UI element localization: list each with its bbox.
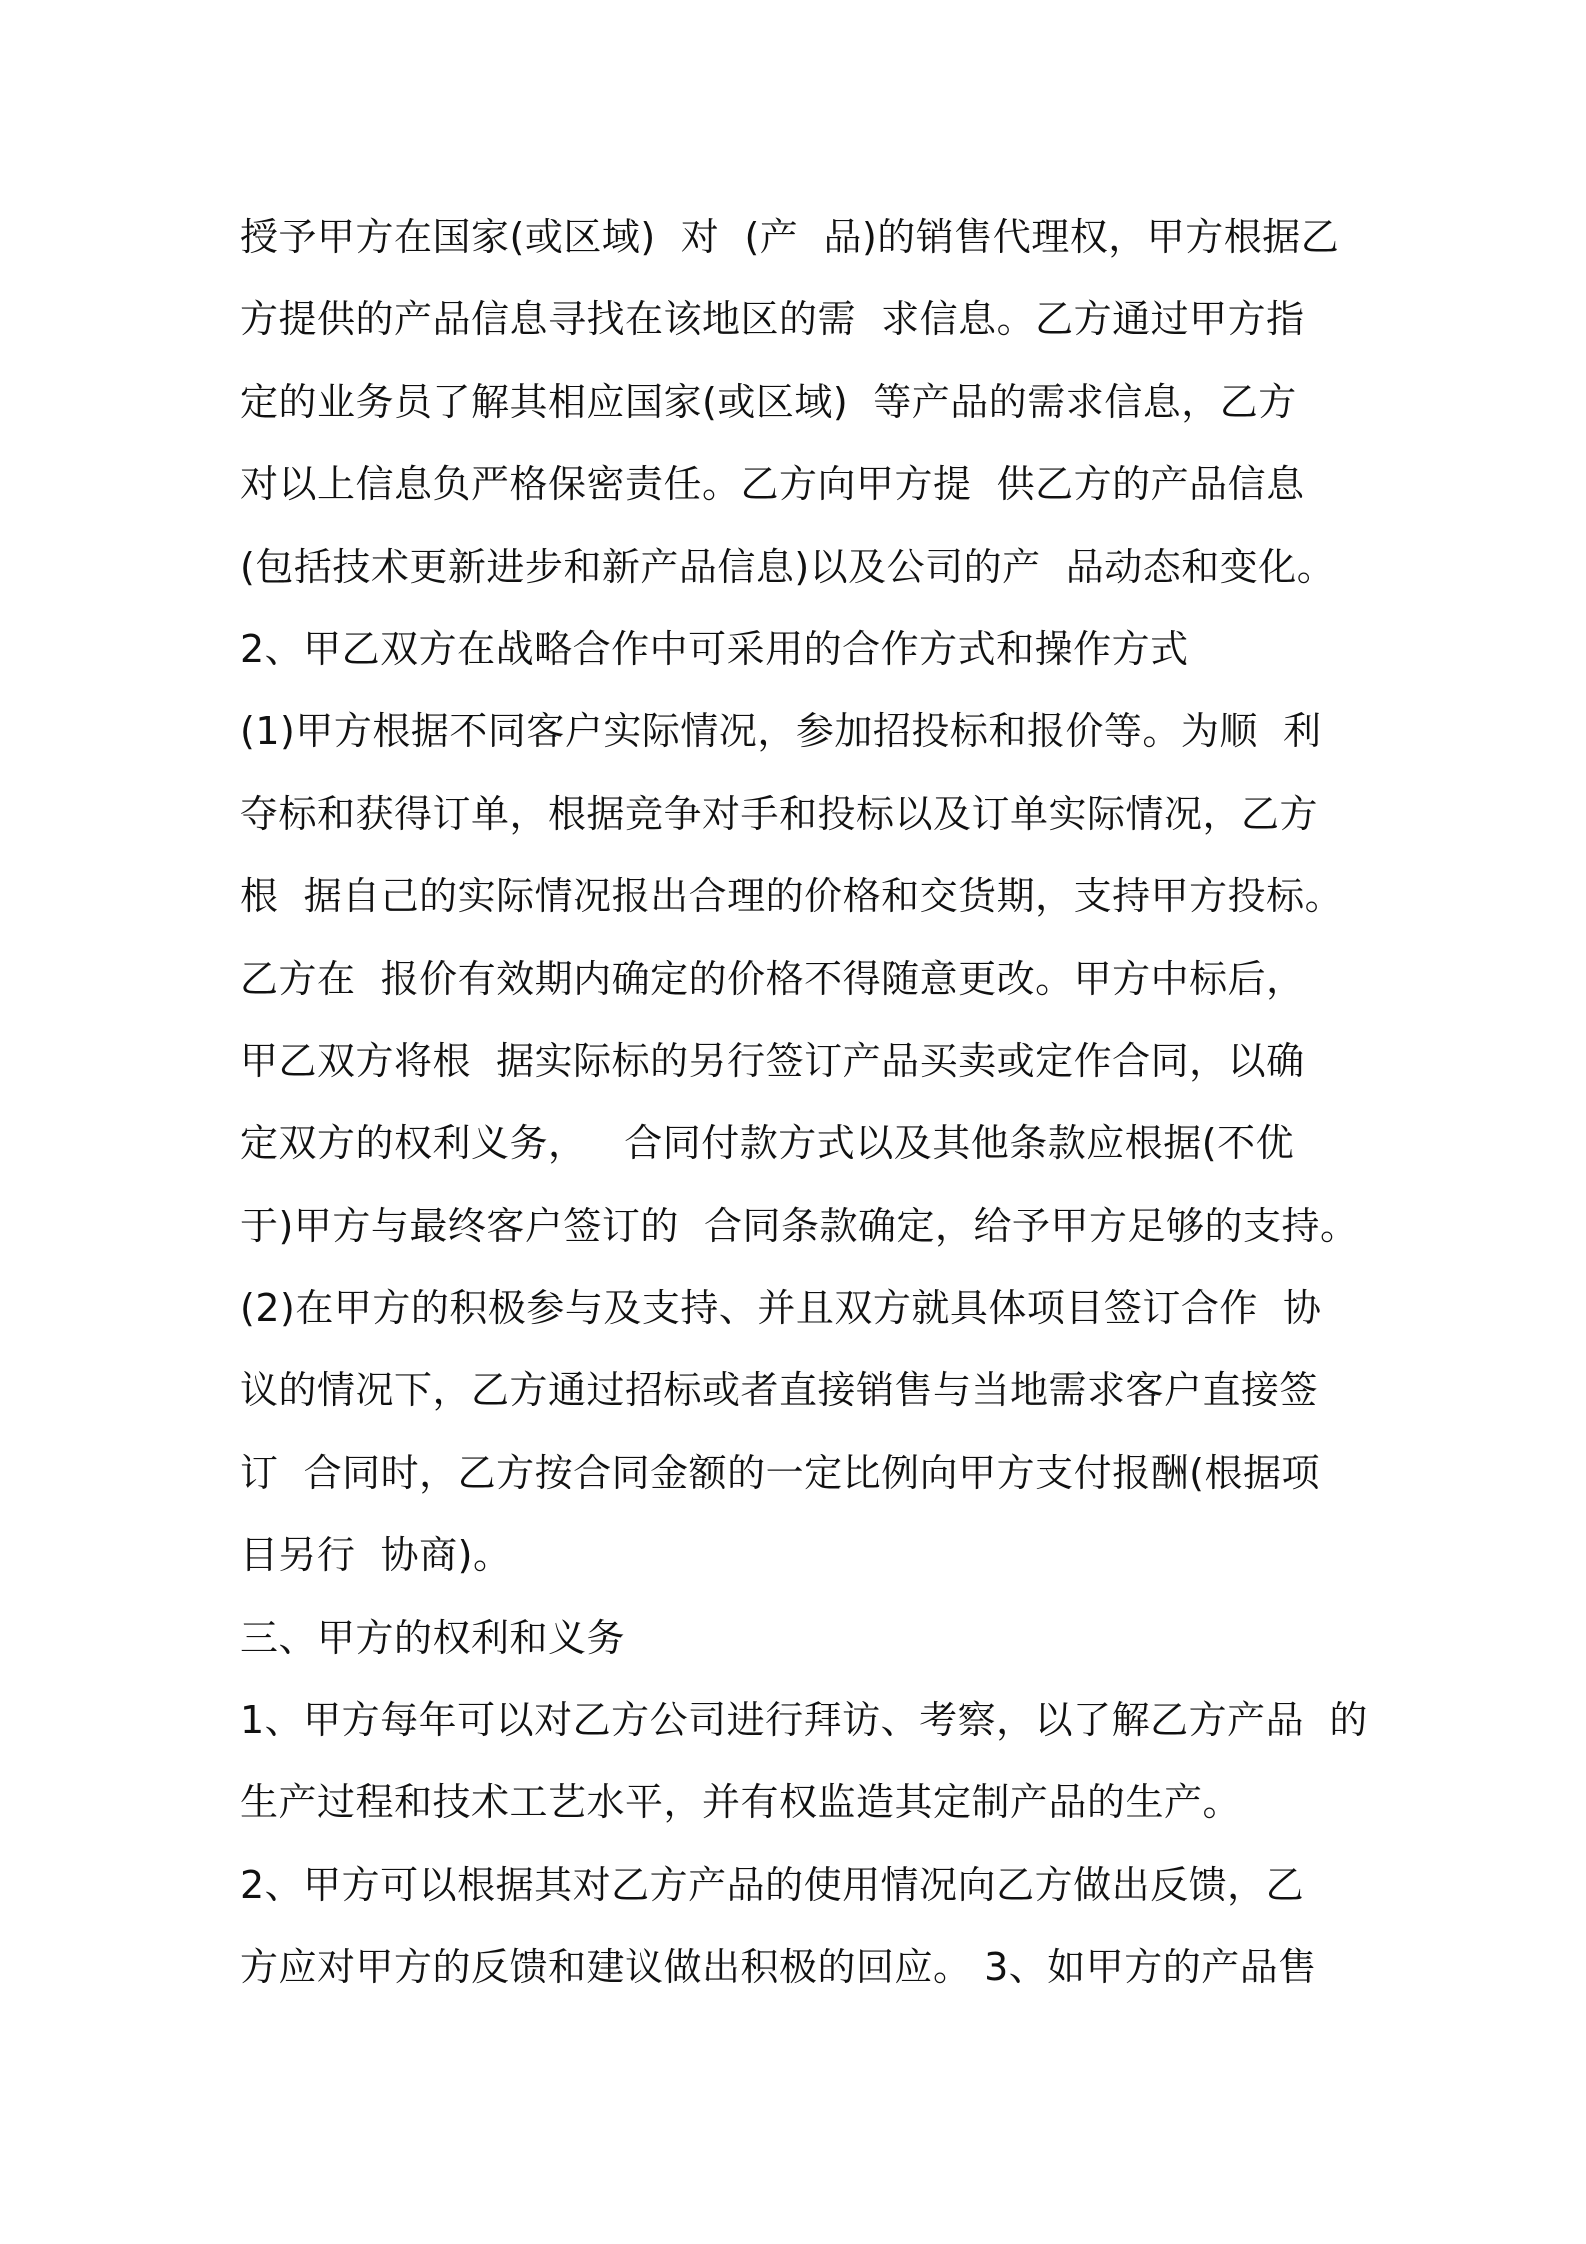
text-line: 定的业务员了解其相应国家(或区域) 等产品的需求信息，乙方 xyxy=(240,379,1297,424)
text-line: 2、甲方可以根据其对乙方产品的使用情况向乙方做出反馈，乙 xyxy=(240,1862,1305,1907)
text-line: (1)甲方根据不同客户实际情况，参加招投标和报价等。为顺 利 xyxy=(240,709,1322,754)
text-line: (2)在甲方的积极参与及支持、并且双方就具体项目签订合作 协 xyxy=(240,1286,1322,1331)
text-line: 方提供的产品信息寻找在该地区的需 求信息。乙方通过甲方指 xyxy=(240,297,1305,342)
text-line: 定双方的权利义务， 合同付款方式以及其他条款应根据(不优 xyxy=(240,1121,1295,1166)
text-line: 生产过程和技术工艺水平，并有权监造其定制产品的生产。 xyxy=(240,1780,1242,1825)
text-line: 根 据自己的实际情况报出合理的价格和交货期，支持甲方投标。 xyxy=(240,874,1344,919)
section-heading: 三、甲方的权利和义务 xyxy=(240,1615,626,1660)
text-line: 对以上信息负严格保密责任。乙方向甲方提 供乙方的产品信息 xyxy=(240,462,1305,507)
text-line: 订 合同时，乙方按合同金额的一定比例向甲方支付报酬(根据项 xyxy=(240,1450,1320,1495)
text-line: 乙方在 报价有效期内确定的价格不得随意更改。甲方中标后， xyxy=(240,956,1305,1001)
text-line: 甲乙双方将根 据实际标的另行签订产品买卖或定作合同，以确 xyxy=(240,1038,1305,1083)
text-line: (包括技术更新进步和新产品信息)以及公司的产 品动态和变化。 xyxy=(240,544,1336,589)
text-line: 1、甲方每年可以对乙方公司进行拜访、考察，以了解乙方产品 的 xyxy=(240,1698,1368,1743)
text-line: 夺标和获得订单，根据竞争对手和投标以及订单实际情况，乙方 xyxy=(240,791,1319,836)
section-heading: 2、甲乙双方在战略合作中可采用的合作方式和操作方式 xyxy=(240,626,1189,671)
text-line: 授予甲方在国家(或区域) 对 (产 品)的销售代理权，甲方根据乙 xyxy=(240,215,1340,259)
text-line: 议的情况下，乙方通过招标或者直接销售与当地需求客户直接签 xyxy=(240,1368,1319,1413)
text-line: 目另行 协商)。 xyxy=(240,1533,512,1578)
document-body xyxy=(240,196,1390,2009)
text-line: 方应对甲方的反馈和建议做出积极的回应。 3、如甲方的产品售 xyxy=(240,1945,1317,1990)
text-line: 于)甲方与最终客户签订的 合同条款确定，给予甲方足够的支持。 xyxy=(240,1203,1359,1248)
